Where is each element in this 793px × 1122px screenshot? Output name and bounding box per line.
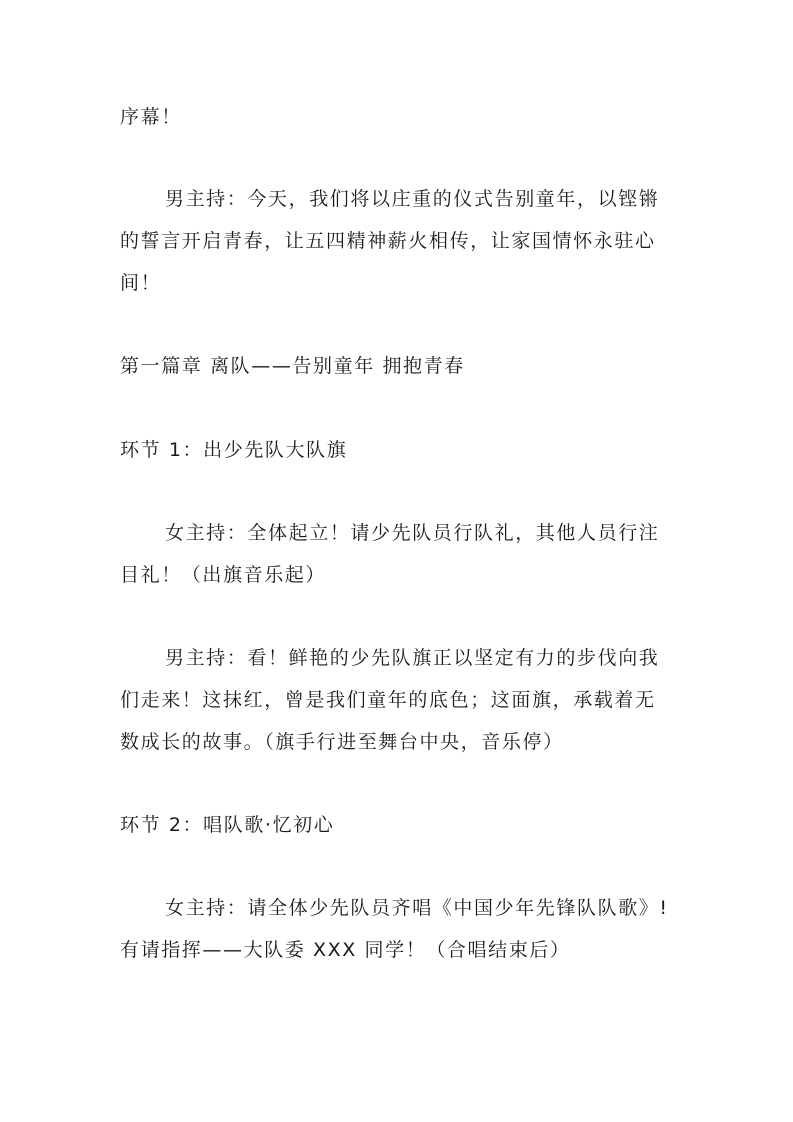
female-host-line-1: 女主持：全体起立！请少先队员行队礼，其他人员行注 [165, 522, 660, 544]
male-host-flag-line-2: 们走来！这抹红，曾是我们童年的底色；这面旗，承载着无 [120, 689, 656, 711]
female-host-line-2: 目礼！（出旗音乐起） [120, 564, 327, 586]
male-host-line-1: 男主持：今天，我们将以庄重的仪式告别童年，以铿锵 [165, 188, 660, 210]
male-host-line-2: 的誓言开启青春，让五四精神薪火相传，让家国情怀永驻心 [120, 230, 656, 252]
segment-2-heading: 环节 2：唱队歌·忆初心 [120, 814, 335, 836]
female-host-song-line-1: 女主持：请全体少先队员齐唱《中国少年先锋队队歌》! [165, 897, 669, 919]
female-host-song-line-2: 有请指挥——大队委 XXX 同学！（合唱结束后） [120, 939, 571, 961]
segment-1-heading: 环节 1：出少先队大队旗 [120, 439, 348, 461]
male-host-flag-line-1: 男主持：看！鲜艳的少先队旗正以坚定有力的步伐向我 [165, 647, 660, 669]
male-host-flag-line-3: 数成长的故事。（旗手行进至舞台中央，音乐停） [120, 731, 564, 753]
male-host-line-3: 间！ [120, 272, 162, 294]
chapter-heading: 第一篇章 离队——告别童年 拥抱青春 [120, 355, 465, 377]
prologue-line: 序幕！ [120, 106, 182, 128]
